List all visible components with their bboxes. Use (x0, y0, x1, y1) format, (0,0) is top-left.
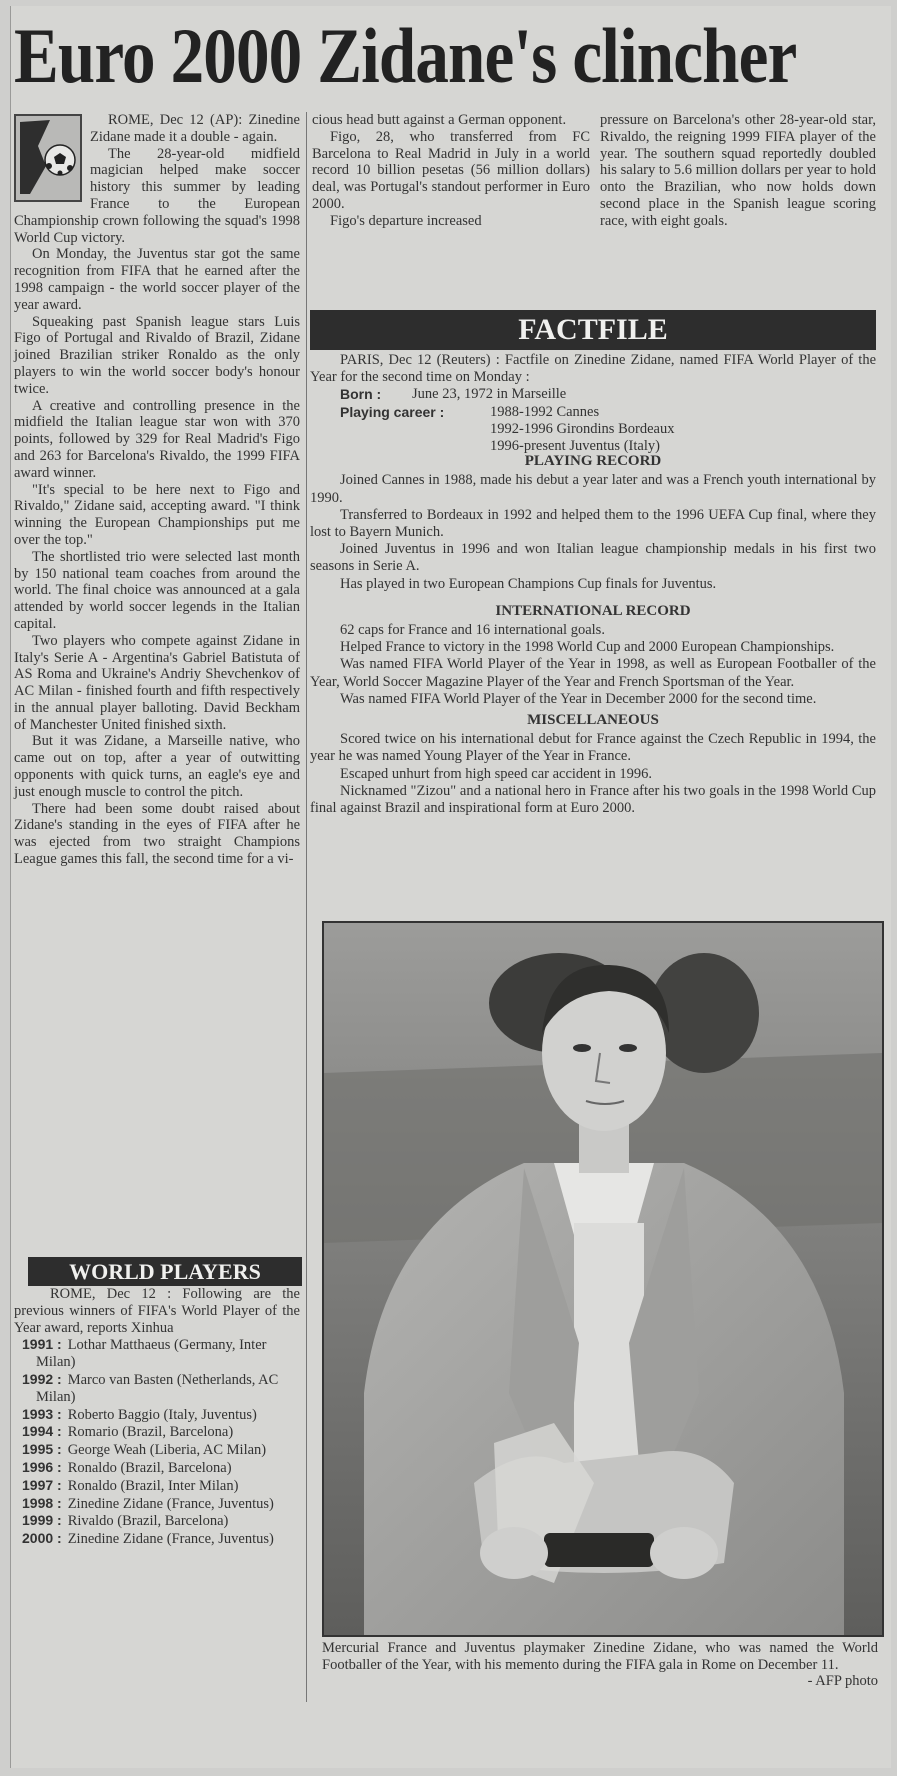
story-column-2 (312, 112, 590, 230)
winner-item (14, 1512, 300, 1530)
winner-text: Zinedine Zidane (France, Juventus) (67, 1495, 274, 1512)
story-paragraph: The shortlisted trio were selected last month by 150 national team coaches from around the world. The final choice was announced at a gala attended by world soccer legends in the Italian capital. (14, 548, 300, 632)
winner-text: Romario (Brazil, Barcelona) (67, 1424, 234, 1441)
career-list (490, 404, 674, 456)
story-column-1 (14, 112, 300, 868)
player-portrait-image (324, 923, 882, 1635)
column-divider (306, 112, 307, 1702)
section-heading: MISCELLANEOUS (527, 712, 659, 729)
fact-paragraph: Was named FIFA World Player of the Year in 1998, as well as European Footballer of the Year, World Soccer Magazine Player of the Year and French Sportsman of the Year. (310, 656, 876, 690)
story-paragraph: "It's special to be here next to Figo and Rivaldo," Zidane said, accepting award. "I think winning the European Championships put me over the top." (14, 481, 300, 548)
winner-text: George Weah (Liberia, AC Milan) (67, 1442, 267, 1459)
born-value: June 23, 1972 in Marseille (412, 386, 567, 403)
winner-year: 2000 : (22, 1530, 62, 1547)
story-paragraph: Two players who compete against Zidane in Italy's Serie A - Argentina's Gabriel Batistuta of AS Roma and Ukraine's Andriy Shevchenkov of AC Milan - finished fourth and fifth respectively in the annual player balloting. David Beckham of Manchester United finished sixth. (14, 632, 300, 733)
career-item: 1988-1992 Cannes (490, 403, 600, 420)
fact-paragraph: Joined Cannes in 1988, made his debut a year later and was a French youth international by 1990. (310, 472, 876, 506)
career-item: 1996-present Juventus (Italy) (490, 438, 660, 455)
winner-item (14, 1336, 300, 1371)
winner-item (14, 1530, 300, 1548)
section-heading: PLAYING RECORD (524, 453, 662, 470)
winner-year: 1998 : (22, 1494, 62, 1511)
winner-item (14, 1441, 300, 1459)
fact-paragraph: Helped France to victory in the 1998 World Cup and 2000 European Championships. (340, 639, 835, 656)
winner-year: 1996 : (22, 1458, 62, 1475)
winner-text: Marco van Basten (Netherlands, AC Milan) (36, 1371, 279, 1405)
winner-year: 1995 : (22, 1441, 62, 1458)
career-item: 1992-1996 Girondins Bordeaux (490, 420, 675, 437)
factfile-title: FACTFILE (518, 313, 668, 346)
winner-item (14, 1371, 300, 1406)
winner-text: Zinedine Zidane (France, Juventus) (67, 1531, 274, 1548)
story-paragraph: A creative and controlling presence in the midfield the Italian league star won with 370 points, followed by 329 for Real Madrid's Figo and 263 for Barcelona's Rivaldo, the 1999 FIFA award winner. (14, 397, 300, 481)
photo-caption (322, 1640, 878, 1690)
story-paragraph: There had been some doubt raised about Zidane's standing in the eyes of FIFA after he was ejected from two straight Champions League games this fall, the second time for a vi- (14, 800, 300, 868)
fact-paragraph: Nicknamed "Zizou" and a national hero in France after his two goals in the 1998 World Cup final against Brazil and inspirational form at Euro 2000. (310, 782, 876, 817)
factfile-body (310, 352, 876, 817)
story-paragraph: The 28-year-old midfield magician helped make soccer history this summer by leading France to the European Championship crown following the squad's 1998 World Cup victory. (14, 145, 300, 246)
fact-paragraph: 62 caps for France and 16 international goals. (340, 622, 605, 639)
section-heading: INTERNATIONAL RECORD (495, 602, 691, 619)
career-label: Playing career : (340, 403, 445, 420)
world-players-title: WORLD PLAYERS (69, 1259, 261, 1284)
winners-intro: ROME, Dec 12 : Following are the previous winners of FIFA's World Player of the Year award, reports Xinhua (14, 1286, 300, 1336)
factfile-intro: PARIS, Dec 12 (Reuters) : Factfile on Zinedine Zidane, named FIFA World Player of the Year for the second time on Monday : (310, 352, 876, 386)
zidane-photo (322, 921, 884, 1637)
winner-text: Roberto Baggio (Italy, Juventus) (67, 1406, 257, 1423)
story-paragraph: But it was Zidane, a Marseille native, who came out on top, after a year of outwitting opponents with quick turns, an eagle's eye and just enough muscle to control the pitch. (14, 733, 300, 800)
born-label: Born : (340, 386, 382, 403)
headline: Euro 2000 Zidane's clincher (14, 12, 797, 99)
winner-year: 1999 : (22, 1512, 62, 1529)
winner-year: 1991 : (22, 1336, 62, 1353)
winner-item (14, 1423, 300, 1441)
fact-paragraph: Was named FIFA World Player of the Year in December 2000 for the second time. (340, 690, 817, 707)
caption-text: Mercurial France and Juventus playmaker Zinedine Zidane, who was named the World Footballer of the Year, with his memento during the FIFA gala in Rome on December 11. (322, 1640, 878, 1673)
winner-text: Rivaldo (Brazil, Barcelona) (67, 1513, 229, 1530)
football-logo-icon (14, 114, 82, 202)
winner-item (14, 1495, 300, 1513)
fact-paragraph: Transferred to Bordeaux in 1992 and helped them to the 1996 UEFA Cup final, where they lost to Bayern Munich. (310, 506, 876, 541)
story-paragraph: Figo's departure increased (330, 212, 482, 229)
winner-year: 1992 : (22, 1370, 62, 1387)
story-paragraph: Squeaking past Spanish league stars Luis Figo of Portugal and Rivaldo of Brazil, Zidane joined Brazilian striker Ronaldo as the only players to win the world soccer body's honour twice. (14, 313, 300, 397)
fact-paragraph: Has played in two European Champions Cup finals for Juventus. (340, 575, 717, 592)
story-paragraph: ROME, Dec 12 (AP): Zinedine Zidane made it a double - again. (90, 112, 300, 145)
story-paragraph: Figo, 28, who transferred from FC Barcelona to Real Madrid in July in a world record 10 billion pesetas (56 million dollars) deal, was Portugal's standout performer in Euro 2000. (312, 128, 590, 212)
winner-item (14, 1477, 300, 1495)
winner-year: 1994 : (22, 1423, 62, 1440)
fact-paragraph: Scored twice on his international debut for France against the Czech Republic in 1994, the year he was named Young Player of the Year in France. (310, 731, 876, 765)
winner-year: 1997 : (22, 1476, 62, 1493)
born-row (310, 386, 876, 403)
fact-paragraph: Joined Juventus in 1996 and won Italian league championship medals in his first two seasons in Serie A. (310, 541, 876, 575)
story-paragraph: On Monday, the Juventus star got the same recognition from FIFA that he earned after the 1998 campaign - the world soccer player of the year award. (14, 246, 300, 313)
winner-item (14, 1459, 300, 1477)
fact-paragraph: Escaped unhurt from high speed car accident in 1996. (340, 765, 653, 782)
story-paragraph: pressure on Barcelona's other 28-year-old star, Rivaldo, the reigning 1999 FIFA player of the year. The southern squad reportedly doubled his salary to 5.6 million dollars per year to hold onto the Brazilian, who now holds down second place in the Spanish league scoring race, with eight goals. (600, 112, 876, 229)
factfile-banner (310, 310, 876, 350)
winner-item (14, 1406, 300, 1424)
photo-credit: - AFP photo (807, 1673, 878, 1690)
story-column-3 (600, 112, 876, 230)
winner-text: Ronaldo (Brazil, Barcelona) (67, 1459, 232, 1476)
winner-text: Ronaldo (Brazil, Inter Milan) (67, 1477, 239, 1494)
winner-text: Lothar Matthaeus (Germany, Inter Milan) (36, 1337, 267, 1371)
story-paragraph: cious head butt against a German opponent. (312, 112, 567, 128)
career-row (310, 404, 876, 456)
world-players-banner (28, 1257, 302, 1286)
winner-year: 1993 : (22, 1405, 62, 1422)
winners-list (14, 1286, 300, 1548)
